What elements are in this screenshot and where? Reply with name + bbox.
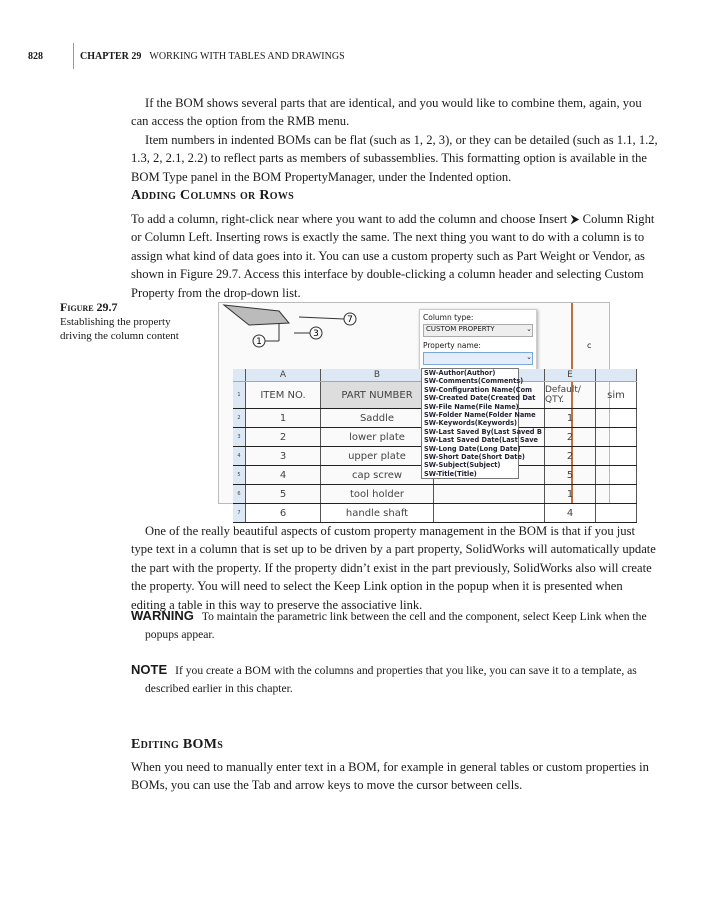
- balloon: 7: [347, 315, 353, 325]
- running-header: [28, 43, 345, 69]
- table-cell[interactable]: Default/ QTY.: [545, 382, 596, 408]
- table-cell[interactable]: [434, 504, 545, 522]
- table-cell[interactable]: [596, 466, 637, 484]
- page-number: 828: [28, 50, 43, 62]
- chapter-title: WORKING WITH TABLES AND DRAWINGS: [149, 50, 345, 62]
- table-cell[interactable]: 4: [545, 504, 596, 522]
- table-cell[interactable]: 2: [246, 428, 321, 446]
- table-cell[interactable]: cap screw: [321, 466, 434, 484]
- row-number[interactable]: 4: [233, 447, 246, 465]
- figure-label: Figure 29.7: [60, 300, 118, 314]
- warning-label: WARNING: [131, 608, 194, 623]
- note-label: NOTE: [131, 662, 168, 677]
- table-cell[interactable]: E: [545, 369, 596, 381]
- table-cell[interactable]: handle shaft: [321, 504, 434, 522]
- table-cell[interactable]: 5: [246, 485, 321, 503]
- table-cell[interactable]: [596, 369, 637, 381]
- table-cell[interactable]: tool holder: [321, 485, 434, 503]
- property-option[interactable]: SW-Last Saved Date(Last Save: [424, 436, 539, 445]
- paragraph: One of the really beautiful aspects of custom property management in the BOM is that if you just type text in a column that is set up to be driven by a part property, SolidWorks will automatically update the part with the property. If the property didn’t exist in the part previously, SolidWorks also will create the property. You will need to select the Keep Link option in the popup when it is presented when editing a table in this way to preserve the associative link.: [131, 524, 656, 612]
- table-cell[interactable]: [596, 428, 637, 446]
- property-option[interactable]: SW-File Name(File Name): [424, 402, 519, 411]
- property-option[interactable]: SW-Created Date(Created Dat: [424, 394, 536, 403]
- table-cell[interactable]: lower plate: [321, 428, 434, 446]
- property-option[interactable]: SW-Folder Name(Folder Name: [424, 411, 536, 420]
- table-cell[interactable]: [596, 409, 637, 427]
- property-option[interactable]: SW-Comments(Comments): [424, 377, 524, 386]
- table-cell[interactable]: 2: [545, 447, 596, 465]
- property-option[interactable]: SW-Title(Title): [424, 469, 477, 478]
- table-cell[interactable]: B: [321, 369, 434, 381]
- balloon: 3: [313, 329, 319, 339]
- table-cell[interactable]: PART NUMBER: [321, 382, 434, 408]
- table-row: [233, 485, 637, 504]
- warning-text: To maintain the parametric link between the cell and the component, select Keep Link when the popups appear.: [145, 610, 647, 642]
- paragraph: When you need to manually enter text in a BOM, for example in general tables or custom properties in BOMs, you can use the Tab and arrow keys to move the cursor between cells.: [131, 760, 649, 793]
- table-cell[interactable]: A: [246, 369, 321, 381]
- table-cell[interactable]: [596, 504, 637, 522]
- section-body: [131, 210, 659, 302]
- property-option[interactable]: SW-Keywords(Keywords): [424, 419, 518, 428]
- property-option[interactable]: SW-Subject(Subject): [424, 461, 501, 470]
- table-cell[interactable]: [596, 485, 637, 503]
- row-number[interactable]: 1: [233, 382, 246, 408]
- table-cell[interactable]: sim: [596, 382, 637, 408]
- table-cell[interactable]: ITEM NO.: [246, 382, 321, 408]
- body-text: [131, 522, 659, 614]
- property-option[interactable]: SW-Last Saved By(Last Saved B: [424, 427, 542, 436]
- row-number[interactable]: 6: [233, 485, 246, 503]
- section-heading: Editing BOMs: [131, 737, 224, 752]
- table-cell[interactable]: [434, 485, 545, 503]
- row-number[interactable]: 2: [233, 409, 246, 427]
- figure-screenshot: [218, 302, 625, 519]
- paragraph: If the BOM shows several parts that are identical, and you would like to combine them, again, you can access the option from the RMB menu.: [131, 96, 642, 129]
- table-cell[interactable]: 6: [246, 504, 321, 522]
- property-option[interactable]: SW-Long Date(Long Date): [424, 444, 521, 453]
- row-number[interactable]: [233, 369, 246, 381]
- row-number[interactable]: 3: [233, 428, 246, 446]
- table-cell[interactable]: 1: [545, 409, 596, 427]
- table-cell[interactable]: 1: [246, 409, 321, 427]
- figure-caption: [60, 300, 195, 344]
- note-box: [131, 661, 673, 699]
- header-divider: [73, 43, 74, 69]
- column-type-select[interactable]: [423, 324, 533, 337]
- property-name-select[interactable]: [423, 352, 533, 365]
- select-value: CUSTOM PROPERTY: [426, 325, 495, 333]
- section-body: [131, 758, 659, 795]
- chevron-down-icon: ⌄: [526, 325, 532, 333]
- caption-text: Establishing the property driving the column content: [60, 315, 179, 342]
- chevron-down-icon: ⌄: [526, 353, 532, 361]
- table-cell[interactable]: [596, 447, 637, 465]
- table-cell[interactable]: 4: [246, 466, 321, 484]
- row-number[interactable]: 7: [233, 504, 246, 522]
- property-dropdown-list[interactable]: [421, 368, 542, 479]
- table-cell[interactable]: upper plate: [321, 447, 434, 465]
- intro-text: [131, 94, 659, 186]
- column-property-panel: [419, 309, 537, 373]
- column-type-label: Column type:: [423, 313, 474, 322]
- row-number[interactable]: 5: [233, 466, 246, 484]
- table-cell[interactable]: 1: [545, 485, 596, 503]
- property-option[interactable]: SW-Configuration Name(Com: [424, 385, 533, 394]
- table-cell[interactable]: 5: [545, 466, 596, 484]
- table-cell[interactable]: Saddle: [321, 409, 434, 427]
- drawing-balloons: [219, 303, 419, 363]
- property-option[interactable]: SW-Short Date(Short Date): [424, 453, 525, 462]
- paragraph: To add a column, right-click near where you want to add the column and choose Insert ⮞ Column Right or Column Left. Inserting rows is exactly the same. The next thing you want to do with a column is to assign what kind of data goes into it. You can use a custom property such as Part Weight or Vendor, as shown in Figure 29.7. Access this interface by double-clicking a column header and selecting Custom Property from the drop-down list.: [131, 212, 655, 300]
- table-cell[interactable]: 2: [545, 428, 596, 446]
- property-option[interactable]: SW-Author(Author): [424, 369, 496, 377]
- property-name-label: Property name:: [423, 341, 481, 350]
- table-cell[interactable]: 3: [246, 447, 321, 465]
- warning-box: [131, 607, 673, 645]
- balloon: 1: [256, 337, 262, 347]
- note-text: If you create a BOM with the columns and properties that you like, you can save it to a template, as described earlier in this chapter.: [145, 664, 637, 696]
- section-heading: Adding Columns or Rows: [131, 188, 294, 203]
- zone-label: c: [587, 341, 592, 350]
- table-row: [233, 504, 637, 523]
- paragraph: Item numbers in indented BOMs can be flat (such as 1, 2, 3), or they can be detailed (such as 1.1, 1.2, 1.3, 2, 2.1, 2.2) to reflect parts as members of subassemblies. This formatting option is available in the BOM Type panel in the BOM PropertyManager, under the Indented option.: [131, 132, 658, 184]
- chapter-number: CHAPTER 29: [80, 50, 142, 62]
